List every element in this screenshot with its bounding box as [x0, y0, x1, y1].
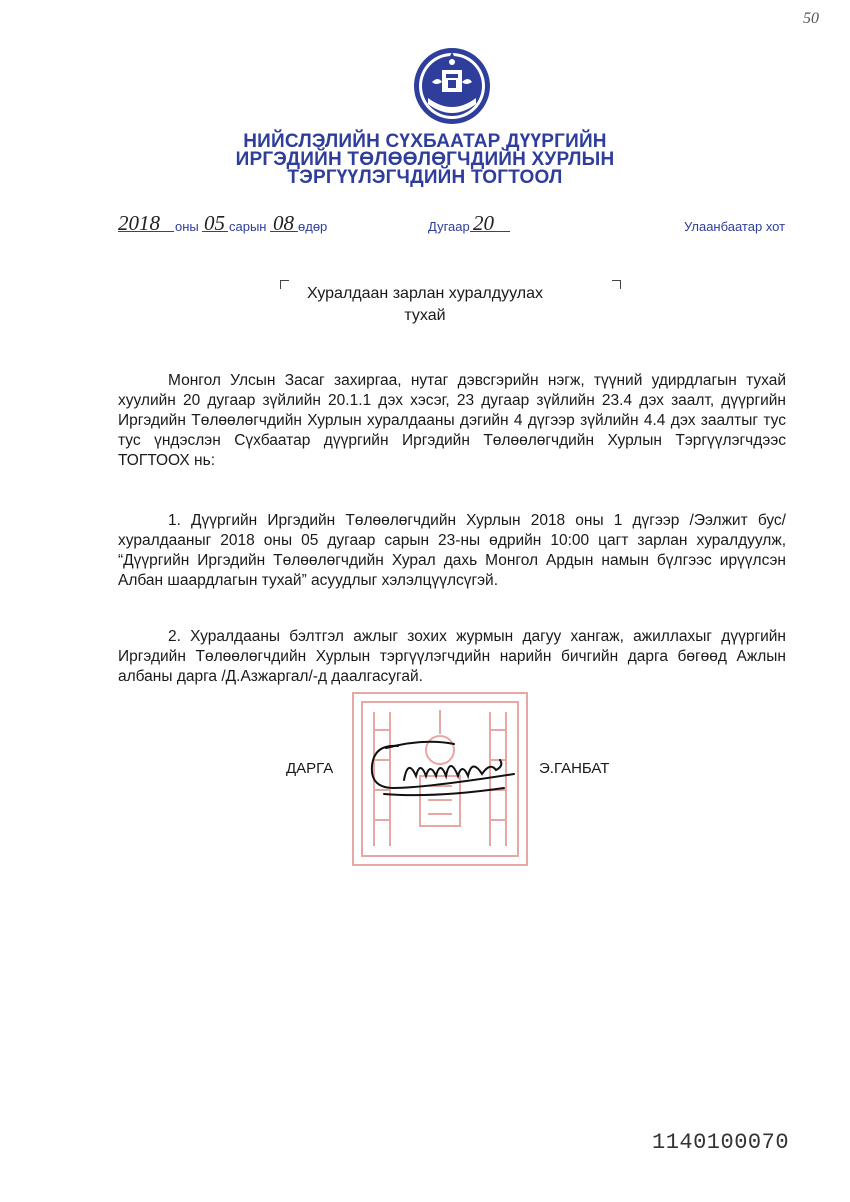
month-label: сарын [229, 219, 267, 234]
number-label: Дугаар [428, 219, 470, 234]
document-header [0, 133, 850, 187]
date-year: 2018 [118, 211, 160, 235]
month-underline [202, 231, 228, 232]
subject-line-2: тухай [404, 307, 446, 324]
location: Улаанбаатар хот [684, 219, 786, 234]
date-row [118, 211, 788, 240]
resolution-item-2: 2. Хуралдааны бэлтгэл ажлыг зохих журмын дагуу хангаж, ажиллахыг дүүргийн Иргэдийн Төлөөлөгчдийн Хурлын тэргүүлэгчдийн нарийн бичгийн дарга бөгөөд Ажлын албаны дарга /Д.Азжаргал/-д даалгасугай. [118, 628, 786, 685]
year-underline [118, 231, 174, 232]
date-month: 05 [204, 211, 225, 235]
subject-line-1: Хуралдаан зарлан хуралдуулах [307, 285, 543, 302]
header-line-1: НИЙСЛЭЛИЙН СҮХБААТАР ДҮҮРГИЙН [243, 131, 607, 152]
page-number: 50 [803, 10, 819, 27]
document-code: 1140100070 [652, 1130, 790, 1155]
header-line-3: ТЭРГҮҮЛЭГЧДИЙН ТОГТООЛ [287, 167, 563, 188]
day-label: өдөр [298, 219, 328, 234]
number-underline [470, 231, 510, 232]
year-label: оны [175, 219, 199, 234]
handwritten-signature [364, 736, 522, 800]
state-emblem-icon [412, 46, 492, 126]
signatory-title: ДАРГА [286, 760, 334, 777]
date-day: 08 [273, 211, 294, 235]
header-line-2: ИРГЭДИЙН ТӨЛӨӨЛӨГЧДИЙН ХУРЛЫН [235, 149, 615, 170]
document-number: 20 [473, 211, 494, 235]
day-underline [270, 231, 298, 232]
resolution-item-1: 1. Дүүргийн Иргэдийн Төлөөлөгчдийн Хурлын 2018 оны 1 дүгээр /Ээлжит бус/ хуралдааныг 2018 оны 05 дугаар сарын 23-ны өдрийн 10:00 цагт зарлан хуралдуулж, “Дүүргийн Иргэдийн Төлөөлөгчдийн Хурал дахь Монгол Ардын намын бүлгээс ирүүлсэн Албан шаардлагын тухай” асуудлыг хэлэлцүүлсүгэй. [118, 512, 786, 589]
preamble-paragraph: Монгол Улсын Засаг захиргаа, нутаг дэвсгэрийн нэгж, түүний удирдлагын тухай хуулийн 20 дугаар зүйлийн 20.1.1 дэх хэсэг, 23 дугаар зүйлийн 23.4 дэх заалт, дүүргийн Иргэдийн Төлөөлөгчдийн Хурлын хуралдааны дэгийн 4 дүгээр зүйлийн 4.4 дэх заалтыг тус тус үндэслэн Сүхбаатар дүүргийн Иргэдийн Төлөөлөгчдийн Хурлын Тэргүүлэгчдээс ТОГТООХ нь: [118, 372, 786, 469]
subject [0, 283, 850, 327]
signatory-name: Э.ГАНБАТ [539, 760, 610, 777]
